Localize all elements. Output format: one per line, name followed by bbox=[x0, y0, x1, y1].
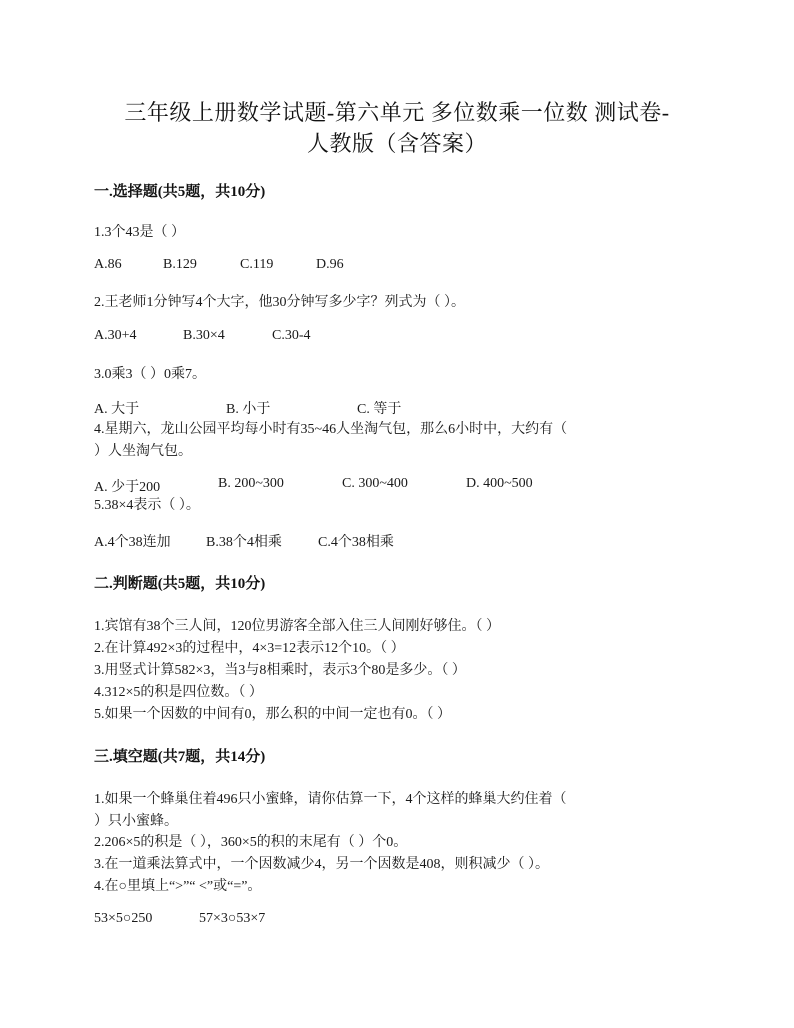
question-3-option-c: C. 等于 bbox=[357, 402, 402, 417]
fill-item-1-line-2: ）只小蜜蜂。 bbox=[94, 814, 178, 829]
question-4-option-b: B. 200~300 bbox=[218, 476, 284, 491]
section-heading-fill-blank: 三.填空题(共7题，共14分) bbox=[94, 749, 266, 765]
question-2-option-b: B.30×4 bbox=[183, 328, 225, 343]
question-4-option-d: D. 400~500 bbox=[466, 476, 533, 491]
fill-item-4: 4.在○里填上“>”“ <”或“=”。 bbox=[94, 879, 262, 894]
page-title-line-2: 人教版（含答案） bbox=[306, 131, 487, 156]
question-1-option-b: B.129 bbox=[163, 257, 197, 272]
question-3-option-a: A. 大于 bbox=[94, 402, 140, 417]
fill-item-4-compare-2: 57×3○53×7 bbox=[199, 911, 266, 926]
judge-item-1: 1.宾馆有38个三人间，120位男游客全部入住三人间刚好够住。（ ） bbox=[94, 619, 500, 634]
question-5-option-b: B.38个4相乘 bbox=[206, 535, 282, 550]
question-1-option-d: D.96 bbox=[316, 257, 344, 272]
question-4-option-c: C. 300~400 bbox=[342, 476, 408, 491]
question-5-stem: 5.38×4表示（ ）。 bbox=[94, 498, 200, 513]
fill-item-3: 3.在一道乘法算式中，一个因数减少4，另一个因数是408，则积减少（ ）。 bbox=[94, 857, 549, 872]
question-5-option-c: C.4个38相乘 bbox=[318, 535, 394, 550]
fill-item-1-line-1: 1.如果一个蜂巢住着496只小蜜蜂，请你估算一下，4个这样的蜂巢大约住着（ bbox=[94, 792, 567, 807]
question-1-option-a: A.86 bbox=[94, 257, 122, 272]
judge-item-4: 4.312×5的积是四位数。（ ） bbox=[94, 685, 263, 700]
question-3-stem: 3.0乘3（ ）0乘7。 bbox=[94, 367, 206, 382]
question-2-option-a: A.30+4 bbox=[94, 328, 137, 343]
question-2-stem: 2.王老师1分钟写4个大字，他30分钟写多少字？列式为（ ）。 bbox=[94, 295, 465, 310]
question-1-option-c: C.119 bbox=[240, 257, 274, 272]
judge-item-2: 2.在计算492×3的过程中，4×3=12表示12个10。（ ） bbox=[94, 641, 405, 656]
fill-item-4-compare-1: 53×5○250 bbox=[94, 911, 153, 926]
question-1-stem: 1.3个43是（ ） bbox=[94, 225, 185, 240]
page-title-line-1: 三年级上册数学试题-第六单元 多位数乘一位数 测试卷- bbox=[124, 100, 670, 125]
question-2-option-c: C.30-4 bbox=[272, 328, 311, 343]
question-4-option-a: A. 少于200 bbox=[94, 480, 161, 495]
judge-item-5: 5.如果一个因数的中间有0，那么积的中间一定也有0。（ ） bbox=[94, 707, 451, 722]
section-heading-choice: 一.选择题(共5题，共10分) bbox=[94, 184, 266, 200]
question-4-stem-line-1: 4.星期六，龙山公园平均每小时有35~46人坐淘气包，那么6小时中，大约有（ bbox=[94, 422, 568, 437]
judge-item-3: 3.用竖式计算582×3，当3与8相乘时，表示3个80是多少。（ ） bbox=[94, 663, 466, 678]
question-4-stem-line-2: ）人坐淘气包。 bbox=[94, 444, 192, 459]
fill-item-2: 2.206×5的积是（ ），360×5的积的末尾有（ ）个0。 bbox=[94, 835, 408, 850]
question-3-option-b: B. 小于 bbox=[226, 402, 271, 417]
section-heading-true-false: 二.判断题(共5题，共10分) bbox=[94, 576, 266, 592]
question-5-option-a: A.4个38连加 bbox=[94, 535, 171, 550]
